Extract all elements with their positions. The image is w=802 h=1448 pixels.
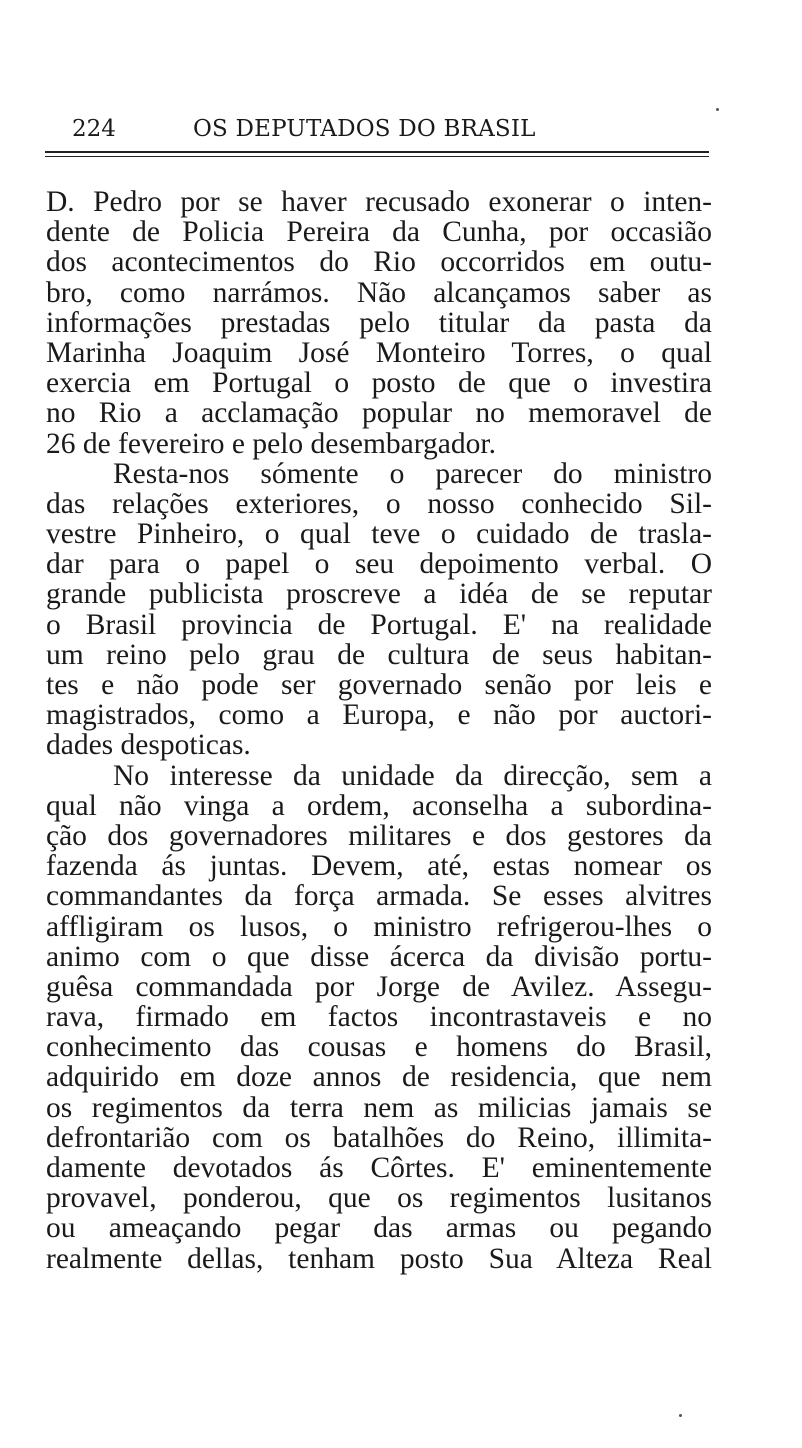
text-line: Marinha Joaquim José Monteiro Torres, o qual: [46, 336, 712, 369]
text-line: magistrados, como a Europa, e não por auctori-: [46, 699, 712, 732]
text-line: provavel, ponderou, que os regimentos lusitanos: [46, 1182, 712, 1215]
text-line: realmente dellas, tenham posto Sua Alteza Real: [46, 1242, 712, 1275]
text-line: informações prestadas pelo titular da pasta da: [46, 306, 712, 339]
text-line: grande publicista proscreve a idéa de se reputar: [46, 578, 712, 611]
text-line: exercia em Portugal o posto de que o investira: [46, 367, 712, 400]
text-line: defrontarião com os batalhões do Reino, illimita-: [46, 1121, 712, 1154]
text-line: damente devotados ás Côrtes. E' eminentemente: [46, 1152, 712, 1184]
text-line: animo com o que disse ácerca da divisão portu-: [46, 940, 712, 973]
running-title: OS DEPUTADOS DO BRASIL: [193, 116, 536, 142]
scan-speck: [679, 1414, 682, 1417]
text-line: ção dos governadores militares e dos gestores da: [46, 819, 712, 852]
text-line: o Brasil provincia de Portugal. E' na realidade: [46, 608, 712, 641]
text-line: no Rio a acclamação popular no memoravel de: [46, 397, 712, 430]
page-header: [72, 116, 712, 150]
body-text: [46, 187, 712, 1274]
scan-speck: [716, 108, 719, 111]
text-line: conhecimento das cousas e homens do Brasil,: [46, 1031, 712, 1064]
text-line: guêsa commandada por Jorge de Avilez. Assegu-: [46, 970, 712, 1003]
text-line: rava, firmado em factos incontrastaveis e no: [46, 1001, 712, 1034]
text-line: dos acontecimentos do Rio occorridos em outu-: [46, 246, 712, 279]
paragraph-end-line: dades despoticas.: [46, 729, 251, 762]
text-line: bro, como narrámos. Não alcançamos saber as: [46, 276, 712, 309]
text-line: affligiram os lusos, o ministro refrigerou-lhes o: [46, 910, 712, 943]
paragraph-end-line: 26 de fevereiro e pelo desembargador.: [46, 427, 496, 460]
text-line: qual não vinga a ordem, aconselha a subordina-: [46, 789, 712, 822]
text-line: dar para o papel o seu depoimento verbal. O: [46, 548, 712, 581]
text-line: dente de Policia Pereira da Cunha, por occasião: [46, 216, 712, 249]
paragraph-start-line: No interesse da unidade da direcção, sem a: [113, 759, 712, 792]
text-line: ou ameaçando pegar das armas ou pegando: [46, 1212, 712, 1245]
text-line: D. Pedro por se haver recusado exonerar o inten-: [46, 186, 712, 218]
text-line: um reino pelo grau de cultura de seus habitan-: [46, 638, 712, 671]
text-line: adquirido em doze annos de residencia, que nem: [46, 1061, 712, 1094]
text-line: fazenda ás juntas. Devem, até, estas nomear os: [46, 850, 712, 883]
text-line: das relações exteriores, o nosso conhecido Sil-: [46, 487, 712, 520]
header-rule: [45, 151, 709, 153]
text-line: os regimentos da terra nem as milicias jamais se: [46, 1091, 712, 1124]
text-line: vestre Pinheiro, o qual teve o cuidado de trasla-: [46, 518, 712, 551]
text-line: commandantes da força armada. Se esses alvitres: [46, 880, 712, 913]
text-line: tes e não pode ser governado senão por leis e: [46, 669, 712, 701]
header-rule-thin: [45, 156, 709, 157]
paragraph-start-line: Resta-nos sómente o parecer do ministro: [113, 457, 712, 490]
page-number: 224: [72, 116, 116, 142]
